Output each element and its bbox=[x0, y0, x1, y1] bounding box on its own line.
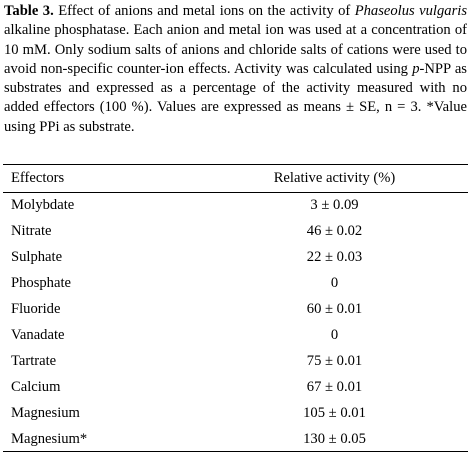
activity-cell: 67 ± 0.01 bbox=[306, 378, 363, 395]
activity-cell: 105 ± 0.01 bbox=[303, 404, 366, 421]
effector-cell: Magnesium* bbox=[11, 430, 88, 447]
table-row bbox=[3, 348, 468, 374]
table-header-row bbox=[3, 165, 468, 192]
table-row bbox=[3, 270, 468, 296]
activity-cell: 75 ± 0.01 bbox=[306, 352, 363, 369]
effectors-table bbox=[3, 165, 468, 452]
table-body bbox=[3, 192, 468, 452]
header-effectors: Effectors bbox=[11, 170, 65, 186]
caption-text-part-1: Effect of anions and metal ions on the activity of bbox=[53, 3, 355, 19]
effector-cell: Phosphate bbox=[11, 274, 71, 291]
effector-cell: Vanadate bbox=[11, 326, 65, 343]
table-caption bbox=[4, 2, 467, 137]
table-row bbox=[3, 322, 468, 348]
activity-cell: 3 ± 0.09 bbox=[310, 196, 359, 213]
effector-cell: Magnesium bbox=[11, 404, 80, 421]
activity-cell: 0 bbox=[330, 274, 339, 291]
header-relative-activity: Relative activity (%) bbox=[273, 170, 396, 186]
caption-species-name: Phaseolus vulgaris bbox=[354, 3, 467, 19]
effector-cell: Molybdate bbox=[11, 196, 75, 213]
effector-cell: Nitrate bbox=[11, 222, 52, 239]
effector-cell: Sulphate bbox=[11, 248, 63, 265]
effector-cell: Calcium bbox=[11, 378, 61, 395]
activity-cell: 22 ± 0.03 bbox=[306, 248, 363, 265]
caption-label: Table 3. bbox=[4, 3, 54, 19]
effector-cell: Fluoride bbox=[11, 300, 61, 317]
activity-cell: 0 bbox=[330, 326, 339, 343]
activity-cell: 130 ± 0.05 bbox=[303, 430, 366, 447]
table-row bbox=[3, 400, 468, 426]
activity-cell: 60 ± 0.01 bbox=[306, 300, 363, 317]
caption-substrate-prefix: p bbox=[412, 60, 420, 77]
table-row bbox=[3, 426, 468, 452]
table-row bbox=[3, 374, 468, 400]
table-row bbox=[3, 296, 468, 322]
table-row bbox=[3, 244, 468, 270]
effector-cell: Tartrate bbox=[11, 352, 57, 369]
table-row bbox=[3, 218, 468, 244]
caption-text-part-3: -NPP as substrates and expressed as a percentage of the activity measured with no added effectors (100 %). Values are expressed as means ± SE, n = 3. *Value using PPi as substrate. bbox=[4, 60, 467, 135]
table-row bbox=[3, 192, 468, 218]
activity-cell: 46 ± 0.02 bbox=[306, 222, 363, 239]
caption-text-part-2: alkaline phosphatase. Each anion and metal ion was used at a concentration of 10 mM. Only sodium salts of anions and chloride salts of cations were used to avoid non-specific counter-ion effects. Activity was calculated using bbox=[4, 22, 467, 77]
